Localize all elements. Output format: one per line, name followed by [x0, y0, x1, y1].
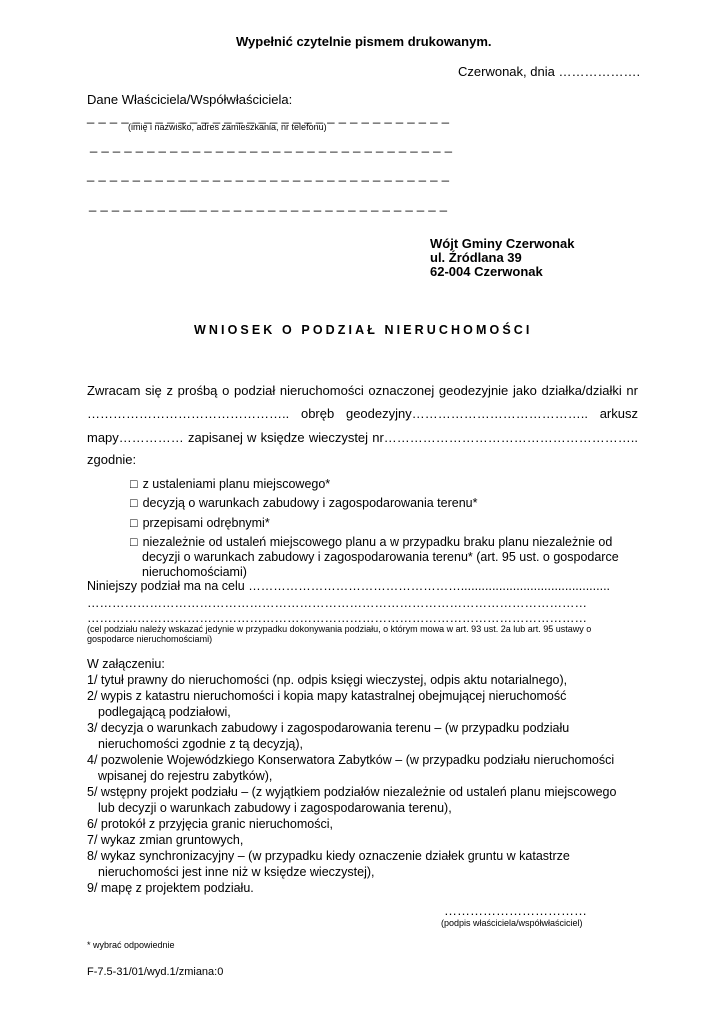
attachment-8-cont: nieruchomości jest inne niż w księdze wieczystej), [98, 865, 375, 879]
recipient-city: 62-004 Czerwonak [430, 264, 543, 279]
option-local-plan[interactable] [130, 477, 330, 491]
owner-hint: (imię i nazwisko, adres zamieszkania, nr telefonu) [128, 122, 327, 132]
purpose-line-2[interactable]: ………………………………………………………………………………………………………… [87, 596, 587, 610]
body-line-2[interactable]: ……………………………………….. obręb geodezyjny………………………………….. arkusz [87, 406, 638, 421]
option-label: przepisami odrębnymi* [142, 516, 270, 530]
option-building-decision[interactable] [130, 496, 478, 510]
attachment-2-cont: podlegającą podziałowi, [98, 705, 231, 719]
body-line-3[interactable]: mapy…………… zapisanej w księdze wieczystej nr………………………………………………….. [87, 430, 638, 445]
attachment-6: 6/ protokół z przyjęcia granic nieruchomości, [87, 817, 333, 831]
checkbox-icon[interactable]: □ [130, 516, 138, 530]
form-instruction: Wypełnić czytelnie pismem drukowanym. [236, 34, 492, 49]
purpose-line-1[interactable]: Niniejszy podział ma na celu ……………………………………………........................................... [87, 579, 611, 593]
attachment-8: 8/ wykaz synchronizacyjny – (w przypadku kiedy oznaczenie działek gruntu w katastrze [87, 849, 570, 863]
attachment-3: 3/ decyzja o warunkach zabudowy i zagospodarowania terenu – (w przypadku podziału [87, 721, 570, 735]
purpose-note-1: (cel podziału należy wskazać jedynie w przypadku dokonywania podziału, o którym mowa w art. 93 ust. 2a lub art. 95 ustawy o [87, 624, 592, 634]
attachment-9: 9/ mapę z projektem podziału. [87, 881, 254, 895]
checkbox-icon[interactable]: □ [130, 477, 138, 491]
attachment-5: 5/ wstępny projekt podziału – (z wyjątkiem podziałów niezależnie od ustaleń planu miejscowego [87, 785, 617, 799]
footnote: * wybrać odpowiednie [87, 940, 175, 950]
body-line-1: Zwracam się z prośbą o podział nieruchomości oznaczonej geodezyjnie jako działka/działki nr [87, 383, 638, 398]
attachment-4-cont: wpisanej do rejestru zabytków), [98, 769, 273, 783]
owner-data-label: Dane Właściciela/Współwłaściciela: [87, 92, 293, 107]
place-date[interactable]: Czerwonak, dnia ………………. [458, 64, 641, 79]
option-label: niezależnie od ustaleń miejscowego planu a w przypadku braku planu niezależnie od [142, 535, 613, 549]
option-label: decyzją o warunkach zabudowy i zagospodarowania terenu* [142, 496, 478, 510]
attachment-5-cont: lub decyzji o warunkach zabudowy i zagospodarowania terenu), [98, 801, 452, 815]
owner-line-4[interactable]: _ _ _ _ _ _ _ _ __ _ _ _ _ _ _ _ _ _ _ _ _ _ _ _ _ _ _ _ _ _ _ [89, 197, 448, 212]
attachments-label: W załączeniu: [87, 657, 165, 671]
recipient-name: Wójt Gminy Czerwonak [430, 236, 575, 251]
form-code: F-7.5-31/01/wyd.1/zmiana:0 [87, 966, 224, 978]
option-independent[interactable] [130, 535, 612, 549]
owner-line-3[interactable]: _ _ _ _ _ _ _ _ _ _ _ _ _ _ _ _ _ _ _ _ _ _ _ _ _ _ _ _ _ _ _ _ [87, 167, 450, 182]
signature-line[interactable]: …………………………… [444, 903, 587, 918]
option-separate-rules[interactable] [130, 516, 270, 530]
attachment-4: 4/ pozwolenie Wojewódzkiego Konserwatora Zabytków – (w przypadku podziału nieruchomości [87, 753, 615, 767]
document-title: WNIOSEK O PODZIAŁ NIERUCHOMOŚCI [194, 323, 533, 337]
purpose-note-2: gospodarce nieruchomościami) [87, 634, 213, 644]
attachment-2: 2/ wypis z katastru nieruchomości i kopia mapy katastralnej obejmującej nieruchomość [87, 689, 567, 703]
signature-label: (podpis właściciela/współwłaściciel) [441, 918, 583, 928]
checkbox-icon[interactable]: □ [130, 496, 138, 510]
attachment-3-cont: nieruchomości zgodnie z tą decyzją), [98, 737, 303, 751]
recipient-street: ul. Źródlana 39 [430, 250, 522, 265]
owner-line-1[interactable]: _ _ _ _ _ _ _ _ _ _ _ _ _ _ _ _ _ _ _ _ _ _ _ _ _ _ _ _ _ _ _ _ [87, 109, 450, 124]
checkbox-icon[interactable]: □ [130, 535, 138, 549]
attachment-7: 7/ wykaz zmian gruntowych, [87, 833, 244, 847]
owner-line-2[interactable]: _ _ _ _ _ _ _ _ _ _ _ _ _ _ _ _ _ _ _ _ _ _ _ _ _ _ _ _ _ _ _ _ [90, 138, 453, 153]
attachment-1: 1/ tytuł prawny do nieruchomości (np. odpis księgi wieczystej, odpis aktu notarialnego), [87, 673, 568, 687]
according-label: zgodnie: [87, 452, 137, 467]
option-independent-line-3: nieruchomościami) [142, 565, 247, 579]
purpose-line-3[interactable]: ………………………………………………………………………………………………………… [87, 611, 587, 625]
option-independent-line-2: decyzji o warunkach zabudowy i zagospodarowania terenu* (art. 95 ust. o gospodarce [142, 550, 619, 564]
option-label: z ustaleniami planu miejscowego* [142, 477, 331, 491]
